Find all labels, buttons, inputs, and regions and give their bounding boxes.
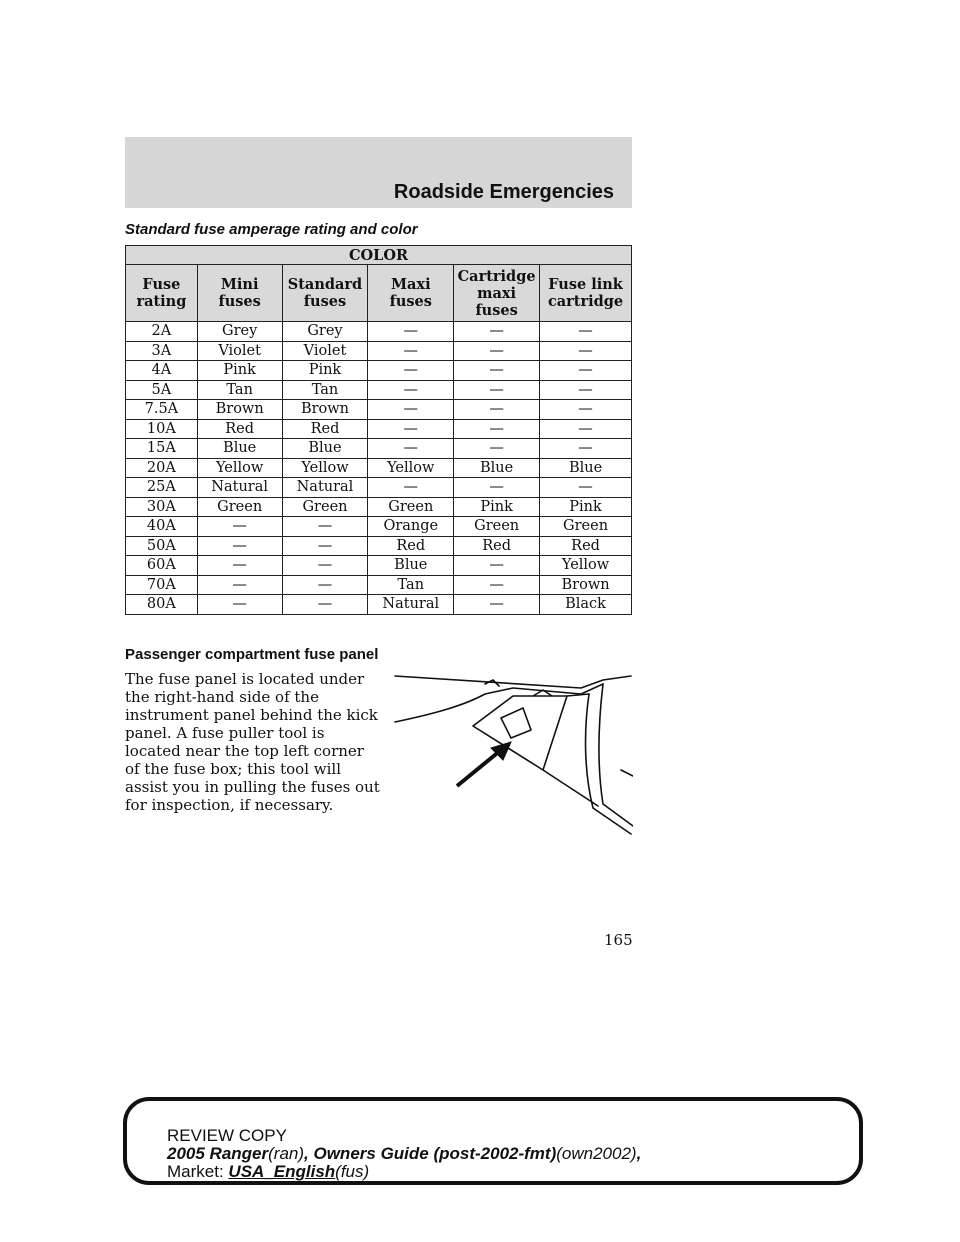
table-cell: —	[454, 439, 540, 459]
table-cell: Tan	[197, 380, 282, 400]
table-cell: —	[454, 341, 540, 361]
table-cell: —	[540, 361, 632, 381]
table-cell: Green	[368, 497, 454, 517]
table-cell: —	[368, 341, 454, 361]
table-row	[126, 556, 632, 576]
column-header: Standard fuses	[282, 265, 368, 322]
table-cell: —	[368, 400, 454, 420]
column-header: Cartridge maxi fuses	[454, 265, 540, 322]
table-cell: —	[454, 400, 540, 420]
table-cell: —	[197, 517, 282, 537]
column-header: Fuse link cartridge	[540, 265, 632, 322]
table-row	[126, 478, 632, 498]
table-cell: Tan	[368, 575, 454, 595]
table-cell: Blue	[454, 458, 540, 478]
table-cell: Pink	[454, 497, 540, 517]
table-cell: 30A	[126, 497, 198, 517]
table-cell: Red	[368, 536, 454, 556]
table-cell: —	[282, 575, 368, 595]
table-cell: 15A	[126, 439, 198, 459]
table-cell: —	[540, 400, 632, 420]
table-cell: 25A	[126, 478, 198, 498]
table-cell: —	[282, 595, 368, 615]
table-row	[126, 361, 632, 381]
footer-market-label: Market:	[167, 1162, 224, 1181]
table-cell: —	[368, 419, 454, 439]
table-cell: —	[368, 361, 454, 381]
table-cell: Green	[197, 497, 282, 517]
footer-model-code: (ran)	[268, 1144, 305, 1163]
table-row	[126, 419, 632, 439]
table-cell: Natural	[368, 595, 454, 615]
table-cell: 7.5A	[126, 400, 198, 420]
table-row	[126, 497, 632, 517]
table-cell: 80A	[126, 595, 198, 615]
table-cell: Grey	[282, 322, 368, 342]
fuse-color-table	[125, 245, 632, 615]
table-cell: Pink	[282, 361, 368, 381]
table-cell: —	[454, 361, 540, 381]
footer-guide: Owners Guide (post-2002-fmt)	[313, 1144, 557, 1163]
page-title: Roadside Emergencies	[393, 181, 614, 203]
table-row	[126, 400, 632, 420]
header-bar	[125, 137, 632, 208]
table-cell: Red	[197, 419, 282, 439]
footer-line-1: REVIEW COPY	[167, 1126, 287, 1145]
table-cell: Brown	[197, 400, 282, 420]
table-cell: —	[282, 536, 368, 556]
table-cell: —	[368, 380, 454, 400]
table-cell: Orange	[368, 517, 454, 537]
table-cell: Pink	[197, 361, 282, 381]
column-header: Fuse rating	[126, 265, 198, 322]
table-row	[126, 536, 632, 556]
table-cell: Red	[540, 536, 632, 556]
table-cell: Yellow	[368, 458, 454, 478]
table-cell: Red	[282, 419, 368, 439]
table-cell: —	[368, 439, 454, 459]
table-cell: —	[540, 439, 632, 459]
table-cell: 5A	[126, 380, 198, 400]
table-cell: —	[282, 517, 368, 537]
table-cell: 2A	[126, 322, 198, 342]
table-cell: Yellow	[282, 458, 368, 478]
table-cell: Green	[540, 517, 632, 537]
table-cell: Blue	[540, 458, 632, 478]
table-cell: —	[197, 595, 282, 615]
table-row	[126, 341, 632, 361]
table-cell: 50A	[126, 536, 198, 556]
fuse-panel-location-illustration	[393, 666, 633, 836]
table-cell: 70A	[126, 575, 198, 595]
footer-market-code: (fus)	[335, 1162, 370, 1181]
footer-text	[167, 1127, 641, 1181]
table-cell: Yellow	[197, 458, 282, 478]
footer-line-2: 2005 Ranger(ran), Owners Guide (post-2002-fmt)(own2002),	[167, 1144, 642, 1163]
footer-guide-code: (own2002)	[556, 1144, 637, 1163]
table-cell: Red	[454, 536, 540, 556]
table-cell: —	[454, 595, 540, 615]
table-cell: —	[197, 556, 282, 576]
table-cell: Brown	[540, 575, 632, 595]
table-cell: 10A	[126, 419, 198, 439]
table-cell: Violet	[197, 341, 282, 361]
table-cell: Natural	[197, 478, 282, 498]
table-cell: —	[540, 419, 632, 439]
column-header: Maxi fuses	[368, 265, 454, 322]
table-cell: Black	[540, 595, 632, 615]
table-cell: —	[454, 478, 540, 498]
table-cell: Grey	[197, 322, 282, 342]
table-cell: —	[197, 575, 282, 595]
page-number: 165	[604, 931, 633, 949]
table-caption: Standard fuse amperage rating and color	[125, 221, 418, 238]
table-row	[126, 322, 632, 342]
table-cell: —	[540, 478, 632, 498]
table-cell: Violet	[282, 341, 368, 361]
table-cell: Blue	[197, 439, 282, 459]
table-row	[126, 458, 632, 478]
table-row	[126, 517, 632, 537]
table-cell: —	[282, 556, 368, 576]
table-cell: Pink	[540, 497, 632, 517]
table-cell: Green	[282, 497, 368, 517]
table-cell: —	[454, 575, 540, 595]
table-cell: Green	[454, 517, 540, 537]
table-row	[126, 439, 632, 459]
table-cell: Blue	[282, 439, 368, 459]
table-cell: —	[454, 380, 540, 400]
footer-market: USA_English	[228, 1162, 336, 1181]
section-title: Passenger compartment fuse panel	[125, 646, 379, 663]
table-cell: Tan	[282, 380, 368, 400]
table-cell: —	[454, 419, 540, 439]
review-copy-footer	[123, 1097, 863, 1185]
table-cell: —	[368, 478, 454, 498]
table-cell: —	[454, 556, 540, 576]
table-row	[126, 595, 632, 615]
table-cell: Yellow	[540, 556, 632, 576]
footer-model: 2005 Ranger	[167, 1144, 269, 1163]
table-cell: Brown	[282, 400, 368, 420]
table-row	[126, 380, 632, 400]
table-cell: 40A	[126, 517, 198, 537]
table-cell: —	[454, 322, 540, 342]
table-row	[126, 575, 632, 595]
table-cell: —	[197, 536, 282, 556]
footer-line-3	[167, 1163, 641, 1181]
table-cell: 4A	[126, 361, 198, 381]
table-cell: 3A	[126, 341, 198, 361]
table-cell: Natural	[282, 478, 368, 498]
table-cell: 60A	[126, 556, 198, 576]
table-cell: Blue	[368, 556, 454, 576]
table-group-header: COLOR	[126, 246, 632, 265]
table-cell: —	[540, 341, 632, 361]
table-cell: —	[368, 322, 454, 342]
table-cell: 20A	[126, 458, 198, 478]
column-header: Mini fuses	[197, 265, 282, 322]
table-cell: —	[540, 380, 632, 400]
table-cell: —	[540, 322, 632, 342]
table-header-row	[126, 265, 632, 322]
section-body: The fuse panel is located under the right-hand side of the instrument panel behind the kick panel. A fuse puller tool is located near the top left corner of the fuse box; this tool will assist you in pulling the fuses out for inspection, if necessary.	[125, 670, 380, 814]
